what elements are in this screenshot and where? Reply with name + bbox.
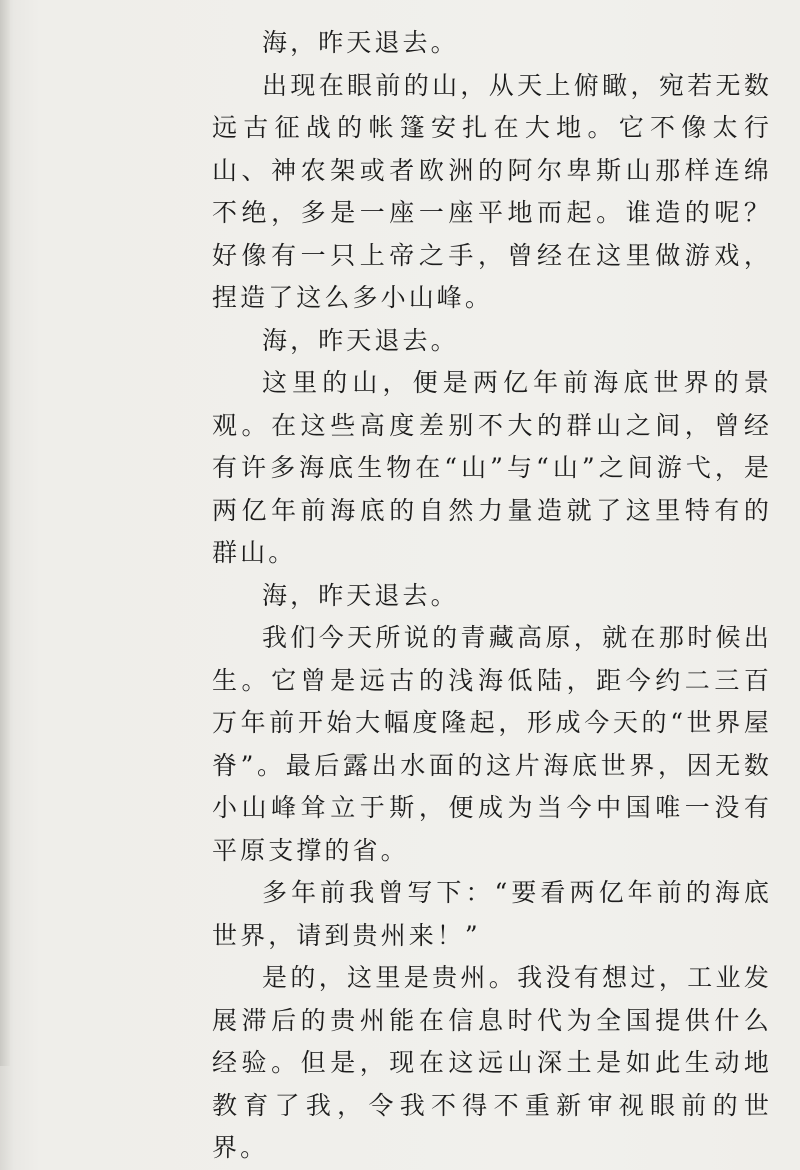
paragraph-sea-retreat-3: 海，昨天退去。 [262, 580, 459, 610]
paragraph-guizhou: 是的，这里是贵州。我没有想过，工业发展滞后的贵州能在信息时代为全国提供什么经验。但是，现在这远山深土是如此生动地教育了我，令我不得不重新审视眼前的世界。 [212, 963, 772, 1162]
paragraph-qinghai-tibet: 我们今天所说的青藏高原，就在那时候出生。它曾是远古的浅海低陆，距今约二三百万年前开始大幅度隆起，形成今天的“世界屋脊”。最后露出水面的这片海底世界，因无数小山峰耸立于斯，便成为当今中国唯一没有平原支撑的省。 [212, 623, 772, 865]
paragraph-sea-retreat-2: 海，昨天退去。 [262, 325, 459, 355]
page-binding-edge [0, 0, 10, 1066]
paragraph-quote: 多年前我曾写下：“要看两亿年前的海底世界，请到贵州来！” [212, 878, 772, 950]
paragraph-mountains-view: 出现在眼前的山，从天上俯瞰，宛若无数远古征战的帐篷安扎在大地。它不像太行山、神农架或者欧洲的阿尔卑斯山那样连绵不绝，多是一座一座平地而起。谁造的呢？好像有一只上帝之手，曾经在这里做游戏，捏造了这么多小山峰。 [212, 70, 772, 312]
body-text [212, 22, 772, 1170]
paragraph-sea-retreat-1: 海，昨天退去。 [262, 28, 459, 57]
paragraph-seabed-landscape: 这里的山，便是两亿年前海底世界的景观。在这些高度差别不大的群山之间，曾经有许多海底生物在“山”与“山”之间游弋，是两亿年前海底的自然力量造就了这里特有的群山。 [212, 368, 772, 567]
